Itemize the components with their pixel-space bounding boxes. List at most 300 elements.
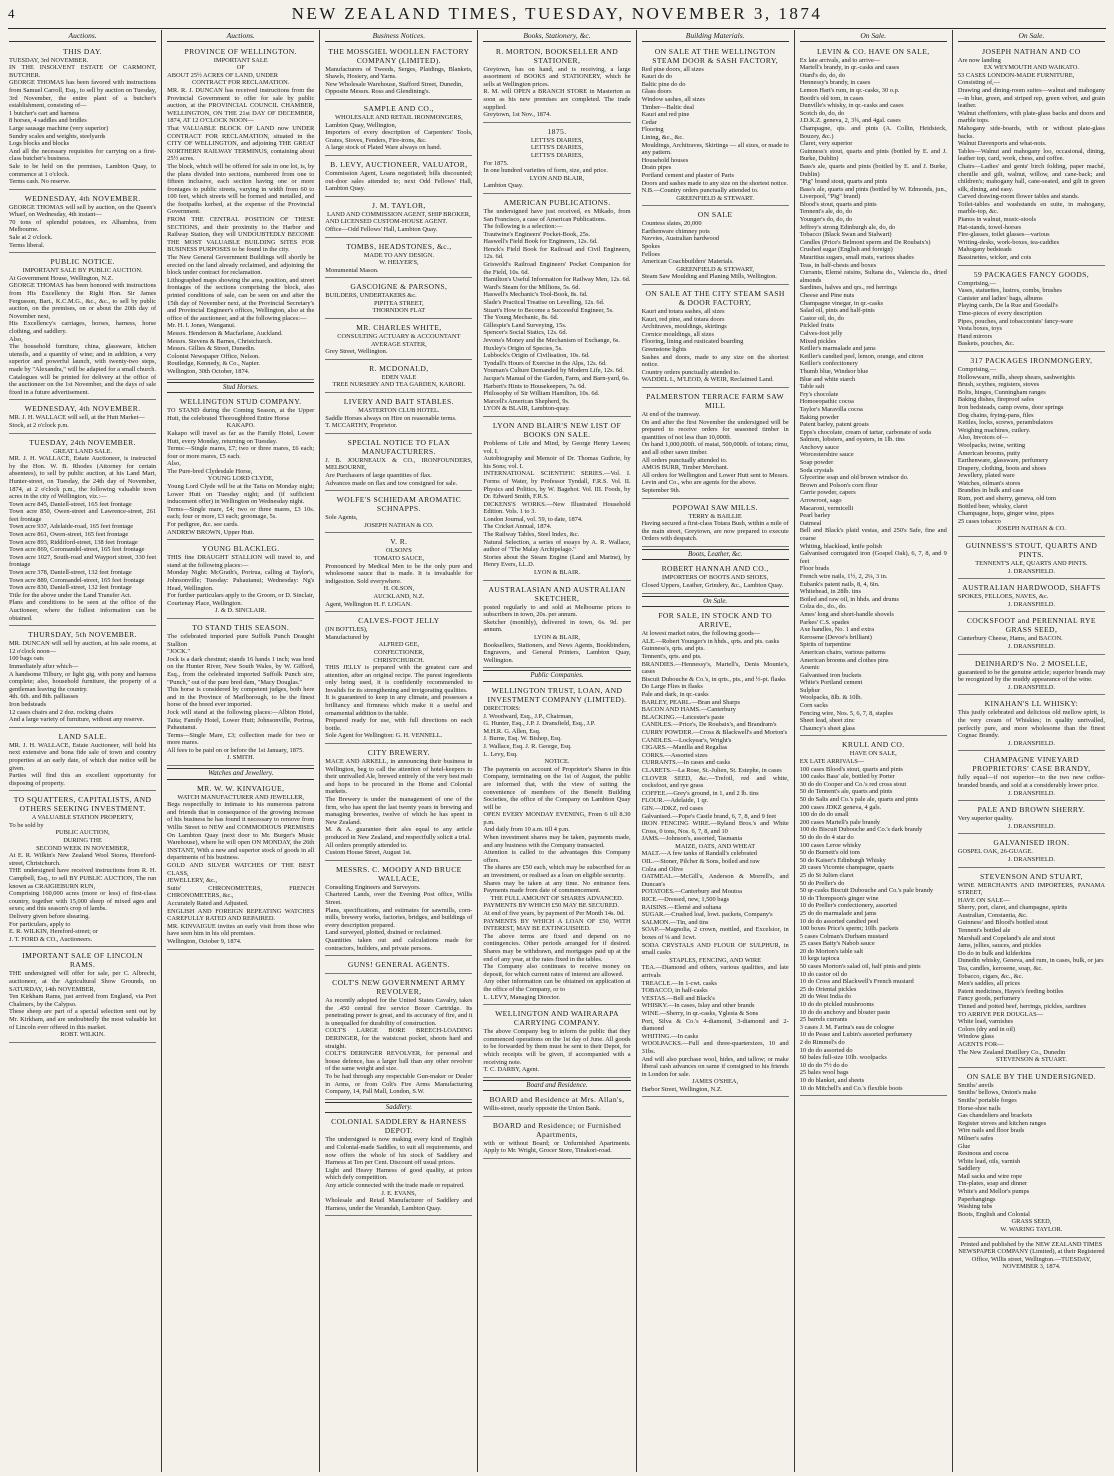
ad-line: BRANDIES.—Hennessy's, Martell's, Denis Mounie's, cases xyxy=(641,660,789,676)
advertisement xyxy=(9,255,156,400)
ad-line: Town acre 830, Daniell-street, 132 feet frontage xyxy=(9,584,132,592)
ad-line: R. M. will OPEN a BRANCH STORE in Masterton as soon as his new premises are completed. The trade supplied. xyxy=(483,88,631,111)
ad-line: 100 do do do small xyxy=(799,811,849,819)
ad-line: Title for the above under the Land Transfer Act. xyxy=(9,591,132,599)
ad-line: THORNDON FLAT xyxy=(372,307,426,315)
ad-line: 5 cases Colman's Durham mustard xyxy=(799,932,889,940)
ad-line: Youman's Culture Demanded by Modern Life, 12s. 6d. xyxy=(483,367,624,375)
ad-line: IRON FENCING WIRE.—Ryland Bros.'s and White Cross, 0 tons, Nos. 6, 7, 8, and 10 xyxy=(641,820,789,835)
ad-line: Terms—Single mare, £4; two or three mares, £3 10s. each; four or more, £3 each; groomage, 5s. xyxy=(167,505,315,521)
ad-line: Drain pipes xyxy=(641,164,672,172)
ad-line: Dog chains, frying-pans, files xyxy=(957,411,1034,419)
ad-line: Sundry scales and weights, steelyards xyxy=(9,132,106,140)
ad-line: Carved drawing-room flower tables and stands. xyxy=(957,193,1080,201)
ad-line: FLOUR.—Adelaide, 1 qr. xyxy=(641,797,709,805)
ad-line: Floor brads xyxy=(799,565,829,573)
ad-line: Problems of Life and Mind, by George Henry Lewes; vol. I. xyxy=(483,439,631,455)
ad-line: 4th. 6th. and 8th. palliasses xyxy=(9,693,79,701)
ad-line: Baltic pine do do xyxy=(641,80,686,88)
advertisement xyxy=(483,684,630,1005)
ad-line: Consulting Engineers and Surveyors. xyxy=(325,883,421,891)
ad-line: Jewellery, plated ware xyxy=(957,472,1015,480)
ad-heading: MESSRS. C. MOODY AND BRUCE WALLACE, xyxy=(335,864,462,883)
ad-line: Tyndall's Hours of Exercise in the Alps, 12s. 6d. xyxy=(483,359,607,367)
ad-line: Wellington, October 9, 1874. xyxy=(167,937,242,945)
ad-line: Whitehead, in 28lb. tins xyxy=(799,588,861,596)
ad-line: LYON AND BLAIR, xyxy=(529,174,585,182)
ad-line: Terms liberal. xyxy=(9,241,45,249)
ad-line: Iron bedsteads, camp ovens, door springs xyxy=(957,403,1064,411)
ad-line: Canister and ladies' bags, albums xyxy=(957,294,1043,302)
ad-heading: AUSTRALIAN HARDWOOD, SHAFTS xyxy=(962,583,1101,593)
ad-line: Champagne vinegar, in qr.-casks xyxy=(799,299,884,307)
advertisement xyxy=(9,949,156,1042)
ad-line: Suits' CHRONOMETERS, FRENCH CHRONOMETERS, &c., xyxy=(167,884,315,900)
ad-line: Plans, specifications, and estimates for sawmills, corn-mills, brewery works, factories, bridges, and buildings of every description prepared. xyxy=(325,906,473,929)
advertisement xyxy=(167,45,314,380)
ad-heading: CHAMPAGNE VINEYARD PROPRIETORS' CASE BRANDY, xyxy=(972,755,1091,774)
ad-line: Closed Uppers, Leather, Grindery, &c., Lambton Quay. xyxy=(641,582,784,590)
ad-line: Mouldings, Architraves, Skirtings — all sizes, or made to any pattern. xyxy=(641,141,789,157)
ad-line: Mahogany side-boards, with or without plate-glass backs. xyxy=(957,124,1105,140)
advertisement xyxy=(642,609,789,1097)
ad-line: Tobacco, cigars, &c., &c. xyxy=(957,972,1024,980)
ad-line: HAVE ON SALE, xyxy=(849,750,897,758)
ad-line: A large stock of Plated Ware always on hand. xyxy=(325,144,442,152)
ad-line: Crushed sugar (English and foreign) xyxy=(799,246,893,254)
ad-line: Large sausage machine (very superior) xyxy=(9,124,109,132)
ad-line: 100 casks Bass' ale, bottled by Porter xyxy=(799,773,895,781)
ad-line: 60 bales full-size 10lb. woolpacks xyxy=(799,1054,887,1062)
ad-heading: PALE AND BROWN SHERRY. xyxy=(977,805,1086,815)
ad-line: The above Company beg to inform the public that they commenced operations on the 1st day of June. All goods to be forwarded by them must be sent to their Depot, for which receipts will be given, if accompanied with a receiving note. xyxy=(483,1028,631,1066)
ad-line: And a large variety of furniture, without any reserve. xyxy=(9,716,145,724)
ad-line: Architraves, mouldings, skirtings xyxy=(641,323,727,331)
ad-line: J. DRANSFIELD. xyxy=(1007,789,1055,797)
advertisement xyxy=(9,730,156,792)
ad-line: Red pine doors, all sizes xyxy=(641,65,704,73)
ad-line: J. DRANSFIELD. xyxy=(1007,600,1055,608)
advertisement xyxy=(800,738,947,1096)
ad-line: TO STAND during the Coming Season, at the Upper Hutt, the celebrated Thoroughbred Entire Horse xyxy=(167,407,315,422)
ad-heading: JOSEPH NATHAN AND CO xyxy=(982,46,1081,56)
ad-line: 50 do Salts and Co.'s pale ale, quarts and pints xyxy=(799,796,919,803)
ad-line: 53 CASES LONDON-MADE FURNITURE, xyxy=(957,71,1075,79)
advertisement xyxy=(325,958,472,974)
ad-line: Pianos in walnut, music-stools xyxy=(957,216,1036,224)
ad-line: ALFRED GEE, xyxy=(378,641,420,649)
ad-line: Gas chandeliers and brackets xyxy=(957,1112,1033,1120)
ad-line: Glass doors xyxy=(641,88,672,96)
ad-line: Mixed pickles xyxy=(799,337,837,345)
advertisement xyxy=(325,535,472,612)
ad-line: Also, xyxy=(9,335,23,343)
advertisement xyxy=(483,583,630,669)
ad-line: WHOLESALE AND RETAIL IRONMONGERS, xyxy=(334,113,463,121)
ad-line: Comprising,— xyxy=(957,279,997,287)
ad-line: Axe handles, No. 1 and extra xyxy=(799,626,875,634)
ad-line: TREACLE.—In 1-cwt. casks xyxy=(641,979,717,987)
ad-line: MAIZE, OATS, AND WHEAT xyxy=(675,842,756,850)
ad-line: AUCKLAND, N.Z. xyxy=(373,592,425,600)
ad-line: J. DRANSFIELD. xyxy=(1007,567,1055,575)
ad-line: Timber—Baltic deal xyxy=(641,103,695,111)
ad-line: Catalogues will be printed for delivery at the office of the auctioneer on the 1st November, and the days of sale fixed in a future advertisement. xyxy=(9,373,157,396)
ad-line: The New Zealand Distillery Co., Dunedin xyxy=(957,1048,1066,1056)
ad-line: The block, which will be offered for sale in one lot, is, by the plans divided into sections, numbered from one to fifteen inclusive, each section having one or more frontages to public streets, varying in width from 60 to 100 feet, which streets will be formed and metalled, and the footpaths kerbed, at the expense of the Provincial Government. xyxy=(167,162,315,216)
ad-line: 50 do do do 4 star do xyxy=(799,833,854,841)
ad-line: Monday Night: McGrath's, Porirua, calling at Taylor's, Johnsonville; Tuesday: Pahautanui; Wednesday: Ng's Head, Wellington. xyxy=(167,569,315,592)
ad-line: Horse-shoe nails xyxy=(957,1104,1001,1112)
ad-line: LETTS'S DIARIES, xyxy=(530,136,584,144)
ad-line: Castor oil, do, do xyxy=(799,314,844,322)
advertisement xyxy=(483,1093,630,1117)
ad-line: Sole Agent for Wellington: G. H. VENNELL. xyxy=(325,732,443,740)
ad-line: CANDLES.—Price's, De Roubaix's, and Brandram's xyxy=(641,721,777,729)
ad-line: GRASS SEED, xyxy=(1011,1218,1052,1226)
ad-line: Candles (Price's Belmont sperm and De Roubaix's) xyxy=(799,238,931,246)
ad-line: Sale to be held on the premises, Lambton Quay, to commence at 1 o'clock. xyxy=(9,162,157,178)
ad-line: Eubank's patent nails, 8, 4, 6in. xyxy=(799,580,880,588)
page-number: 4 xyxy=(8,6,15,21)
ad-line: GREAT LAND SALE. xyxy=(53,447,113,455)
ad-line: J. DRANSFIELD. xyxy=(1007,855,1055,863)
ad-line: 25 bales wool bags xyxy=(799,1069,849,1077)
ad-line: Watches, oilman's stores xyxy=(957,479,1021,487)
ad-heading: CALVES-FOOT JELLY xyxy=(358,616,440,626)
ad-line: DICKENS'S WORKS.—New Illustrated Household Edition. Vols. 1 to 3. xyxy=(483,500,631,516)
ad-line: WADDEL L, M'LEOD, & WEIR, Reclaimed Land. xyxy=(641,376,774,384)
ad-heading: 317 PACKAGES IRONMONGERY, xyxy=(970,355,1093,365)
ad-line: WINE MERCHANTS AND IMPORTERS, PANAMA STREET, xyxy=(957,881,1105,897)
ad-line: GREENFIELD & STEWART, xyxy=(676,265,755,273)
ad-heading: R. MCDONALD, xyxy=(369,363,429,373)
ad-line: Carrie powder, capers xyxy=(799,489,856,497)
ad-line: 10 do do pickled mushrooms xyxy=(799,1001,874,1009)
advertisement xyxy=(325,395,472,434)
ad-line: Pale and dark, in qr.-casks xyxy=(641,691,709,698)
advertisement xyxy=(483,1119,630,1159)
ad-line: Begs respectfully to intimate to his numerous patrons and friends that in consequence of the growing increase of his business he has found it necessary to remove from Willis Street to NEW and COMMODIOUS PREMISES On Lambton Quay (next door to Mr. Burger's Music Warehouse), where he will open ON MONDAY, the 26th INSTANT, With a new and superior stock of goods in all departments of his business. xyxy=(167,801,315,862)
ad-line: Flooring, lining and rusticated boarding xyxy=(641,338,744,346)
ad-line: PUBLIC AUCTION, xyxy=(55,829,110,837)
ad-heading: COCKSFOOT and PERENNIAL RYE GRASS SEED, xyxy=(966,616,1096,635)
ad-line: Stories about the Steam Engine (Land and Marine), by Henry Evers, LL.D. xyxy=(483,553,631,569)
ad-line: Bassinettes, wicker, and cots xyxy=(957,254,1032,262)
ad-line: Woolpacks, 8lb. & 10lb. xyxy=(799,694,863,702)
ad-line: 100 do Biscuit Dubouche and Co.'s dark brandy xyxy=(799,826,923,834)
ad-line: At end of five years, by payment of Per Month 14s. 0d. xyxy=(483,910,625,917)
ad-line: THE FULL AMOUNT OF SHARES ADVANCED. xyxy=(490,894,624,902)
ad-line: MASTERTON CLUB HOTEL. xyxy=(358,407,440,415)
ad-line: Walnut cheffoniers, with plate-glass backs and doors and marble tops. xyxy=(957,109,1105,125)
ad-line: Chartered Lands, over the Evening Post office, Willis Street. xyxy=(325,891,473,906)
ad-heading: LIVERY AND BAIT STABLES. xyxy=(343,397,454,407)
ad-line: IMPORTANT SALE BY PUBLIC AUCTION. xyxy=(22,267,143,275)
ad-line: POTATOES.—Canterbury and Moutoa xyxy=(641,888,742,896)
column-7 xyxy=(952,30,1110,1472)
ad-line: Philosophy of Sir William Hamilton, 10s. 6d. xyxy=(483,390,600,398)
ad-line: IN THE INSOLVENT ESTATE OF CARMONT, BUTCHER. xyxy=(9,64,157,79)
ad-line: Lemon Hart's rum, in qr.-casks, 30 o.p. xyxy=(799,86,900,94)
ad-heading: ON SALE BY THE UNDERSIGNED. xyxy=(966,1071,1096,1081)
ad-line: Saddlery xyxy=(957,1165,981,1173)
ad-line: JEWELLERY, &c., xyxy=(167,877,218,885)
ad-line: Country orders punctually attended to. xyxy=(641,368,741,376)
ad-line: Keiller's marmalade and jams xyxy=(799,345,876,353)
ad-line: Resinous and cocoa xyxy=(957,1150,1009,1158)
ad-line: Teas, in half-chests and boxes xyxy=(799,261,877,269)
ad-line: Fancy goods, perfumery xyxy=(957,995,1021,1003)
ad-line: Harbert's Hints to Housekeepers, 7s. 6d. xyxy=(483,382,587,390)
ad-line: CONFECTIONER, xyxy=(373,648,424,656)
ad-line: DURING THE xyxy=(63,837,102,845)
ad-line: TOMATO SAUCE, xyxy=(373,554,425,562)
ad-line: COLT'S DERINGER REVOLVER, for personal and house defence, has a larger ball than any other revolver of the same weight and size. xyxy=(325,1050,473,1073)
ad-line: Also, Invoices of— xyxy=(957,434,1009,442)
ad-line: Marshall and Copeland's ale and stout xyxy=(957,934,1056,942)
ad-line: Mail sacks and wire rope xyxy=(957,1172,1023,1180)
ad-line: Immediately after which— xyxy=(9,662,79,670)
ad-line: The payments on account of Proprietor's Shares in this Company, terminating on the 1st of August, the public are informed that, with the view of suiting the convenience of members of the Benefit Building Societies, the office of the Company on Lambton Quay will be xyxy=(483,765,631,811)
advertisement xyxy=(325,746,472,861)
ad-line: 25 do Oriental pickles xyxy=(799,985,857,993)
ad-line: Glycerine soap and old brown windsor do. xyxy=(799,474,909,482)
printer-imprint: Printed and published by the NEW ZEALAND TIMES NEWSPAPER COMPANY (Limited), at their Registered Office, Willis street, Wellington.—TUESDAY, NOVEMBER 3, 1874. xyxy=(958,1240,1105,1271)
ad-line: BARLEY, PEARL.—Bran and Sharps xyxy=(641,698,740,706)
ad-line: T. C. DARBY, Agent. xyxy=(483,1066,540,1074)
ad-line: All orders for Wellington and Lower Hutt sent to Messrs. Levin and Co., who are agents for the above. xyxy=(641,471,789,487)
ad-line: Champagne, qts. and pints (A. Collin, Heidsieck, Bouzey, &c.) xyxy=(799,124,947,140)
ad-line: 50 do Kaiser's Edinburgh Whisky xyxy=(799,856,886,864)
ad-line: WATCH MANUFACTURER AND JEWELLER, xyxy=(177,793,305,801)
ad-line: Homoeopathic cocoa xyxy=(799,398,854,406)
ad-line: White's and Mellor's pumps xyxy=(957,1188,1030,1196)
ad-line: Baking powder xyxy=(799,413,839,421)
ad-line: A VALUABLE STATION PROPERTY, xyxy=(31,814,134,822)
ad-heading: B. LEVY, AUCTIONEER, VALUATOR, xyxy=(330,159,468,169)
ad-line: The household furniture, china, glassware, kitchen utensils, and a quantity of wine; and in addition, a very superior and powerful launch, with twenty-two steps, made by "Alexandra," will be adapted for a small church. xyxy=(9,343,157,373)
advertisement xyxy=(325,45,472,100)
ad-line: N.B.—Country orders punctually attended to. xyxy=(641,187,759,195)
ad-line: Milner's safes xyxy=(957,1134,994,1142)
ad-line: At Government House, Wellington, N.Z. xyxy=(9,274,114,282)
ad-line: Soda crystals xyxy=(799,466,834,474)
ad-line: Keiller's candied peel, lemon, orange, and citron xyxy=(799,352,924,360)
advertisement xyxy=(9,628,156,728)
ad-line: Salad oil, pints and half-pints xyxy=(799,307,875,315)
ad-line: American Coachbuilders' Materials. xyxy=(641,258,734,266)
ad-line: E. R. WILKIN, Hereford-street; or xyxy=(9,928,98,936)
ad-line: Harbor Street, Wellington, N.Z. xyxy=(641,1085,723,1093)
ad-line: ANDREW BROWN, Upper Hutt. xyxy=(167,528,255,536)
ad-heading: TOMBS, HEADSTONES, &c., xyxy=(346,241,452,251)
advertisement xyxy=(958,657,1105,696)
column-heading: On Sale. xyxy=(958,32,1105,42)
ad-line: MALT.—A few tanks of Randall's celebrated xyxy=(641,850,758,858)
ad-line: Manufactured by xyxy=(325,633,370,641)
ad-line: CLOVER SEED, &c.—Trefoil, red and white, cocksfoot, and rye grass xyxy=(641,774,789,790)
ad-heading: ROBERT HANNAH AND CO., xyxy=(661,564,769,574)
advertisement xyxy=(483,419,630,581)
ad-line: 20 do Morton's table salt xyxy=(799,947,863,955)
ad-line: Mr. H. I. Jones, Wanganui. xyxy=(167,322,236,330)
ad-line: TERRY & BAILLIE xyxy=(688,512,742,520)
ad-line: London Journal, vol. 59, to date, 1874. xyxy=(483,515,583,523)
ad-line: Greytown, 1st Nov., 1874. xyxy=(483,111,551,119)
ad-line: Hennessy's brandy, in cases xyxy=(799,79,871,87)
ad-line: 10 do Preller's confectionery, assorted xyxy=(799,902,897,910)
ad-heading: CITY BREWERY. xyxy=(367,748,430,758)
section-heading: Public Companies. xyxy=(483,670,630,682)
ad-line: The New General Government Buildings will shortly be erected on the land already reclaimed, and adjoining the block under contract for reclamation. xyxy=(167,254,315,277)
ad-line: 25 cases Batty's Nabob sauce xyxy=(799,940,875,948)
ad-line: September 9th. xyxy=(641,486,681,494)
advertisement xyxy=(167,782,314,950)
ad-line: Baskets, pouches, &c. xyxy=(957,340,1015,348)
ad-line: Navvies, Australian hardwood xyxy=(641,235,720,243)
column-heading: Business Notices. xyxy=(325,32,472,42)
ad-heading: TUESDAY, 24th NOVEMBER. xyxy=(29,437,136,447)
ad-line: Sheet lead, sheet zinc xyxy=(799,717,855,725)
advertisement xyxy=(958,836,1105,867)
ad-line: CLARETS.—La Rose, St.-Julien, St. Estephe, in cases xyxy=(641,766,782,774)
ad-line: EX WEYMOUTH AND WAIKATO. xyxy=(983,64,1079,72)
ad-line: Hand mirrors xyxy=(957,332,993,340)
ad-line: W. WARING TAYLOR. xyxy=(1000,1226,1063,1234)
advertisement xyxy=(325,493,472,533)
newspaper-title: NEW ZEALAND TIMES, TUESDAY, NOVEMBER 3, 1874 xyxy=(291,4,823,23)
ad-line: Haswell's Mechanic's Tool-Book, 8s. 6d. xyxy=(483,291,588,299)
ad-line: Port, Silva & Co.'s 4-diamond, 3-diamond and 2-diamond xyxy=(641,1017,789,1033)
ad-line: Canterbury Cheese, Hams, and BACON. xyxy=(957,635,1063,643)
ad-line: Haswell's Field Book for Engineers, 12s. 6d. xyxy=(483,238,598,246)
ad-line: Table salt xyxy=(799,383,825,391)
ad-line: Rum, port and sherry, geneva, old tom xyxy=(957,495,1056,503)
ad-line: Soap powder xyxy=(799,459,834,467)
ad-line: Fry's chocolate xyxy=(799,390,839,398)
ad-line: Sketcher (monthly), delivered in town, 6s. 9d. per annum. xyxy=(483,618,631,634)
ad-heading: ON SALE AT THE WELLINGTON STEAM DOOR & SASH FACTORY, xyxy=(652,46,779,65)
ad-line: BUILDERS, UNDERTAKERS &c. xyxy=(325,292,417,300)
ad-line: The undersigned have just received, ex Mikado, from San Francisco, a case of American Publications. xyxy=(483,207,631,223)
ad-line: Jock will stand at the following places:—Albion Hotel, Taita; Family Hotel, Lower Hutt; Johnsonville, Porirua, Pahautanui. xyxy=(167,708,315,732)
ad-line: Woolpacks, twine, writing xyxy=(957,441,1026,449)
ad-line: ROBT. WILKIN. xyxy=(60,1031,105,1039)
ad-line: M.H.R. G. Allen, Esq. xyxy=(483,727,541,735)
ad-line: Spencer's Social Statics, 12s. 6d. xyxy=(483,329,568,337)
ad-line: And will also purchase wool, hides, and tallow; or make liberal cash advances on same if consigned to his friends in London for sale. xyxy=(641,1055,789,1078)
ad-line: Bass's ale, quarts and pints (bottled by W. Edmonds, jun., Liverpool, "Pig" brand) xyxy=(799,185,947,201)
advertisement xyxy=(958,45,1105,266)
advertisement xyxy=(483,45,630,123)
ad-line: ABOUT 25½ ACRES OF LAND, UNDER xyxy=(167,71,278,79)
ad-line: Kerosene (Devoe's brilliant) xyxy=(799,633,872,641)
ad-line: Messrs. Stevens & Barnes, Christchurch. xyxy=(167,337,273,345)
ad-line: 20 cases Vicomte champagne, quarts xyxy=(799,864,894,872)
ad-line: Thumb blue, Windsor blue xyxy=(799,367,869,375)
ad-line: Manufacturers of Tweeds, Serges, Plaidings, Blankets, Shawls, Hosiery, and Yarns. xyxy=(325,65,473,81)
column-5 xyxy=(636,30,794,1472)
ad-line: Toilet-tables and washstands en suite, in mahogany, marble-top, &c. xyxy=(957,200,1105,216)
ad-line: 70 tons of splendid potatoes, ex Alhambra, from Melbourne. xyxy=(9,218,157,234)
ad-heading: WOLFE'S SCHIEDAM AROMATIC SCHNAPPS. xyxy=(336,495,462,514)
ad-line: 200 cases JDKZ geneva, 4 gals. xyxy=(799,803,882,811)
ad-line: LYON & BLAIR. xyxy=(533,569,581,577)
ad-line: Time-pieces of every description xyxy=(957,310,1042,317)
ad-line: STAPLES, FENCING, AND WIRE xyxy=(669,956,762,964)
ad-line: For particulars, apply to xyxy=(9,920,71,928)
ad-line: Ward's Steam for the Millions, 5s. 6d. xyxy=(483,283,581,291)
ad-line: Bell and Black's plaid vestas, and 250's Safe, fine and coarse xyxy=(799,527,947,542)
ad-line: Dunedin whisky, Geneva, and rum, in cases, bulk, or jars xyxy=(957,957,1104,965)
ad-line: 10 do castor oil do xyxy=(799,970,848,978)
ad-heading: WELLINGTON TRUST, LOAN, AND INVESTMENT COMPANY (LIMITED). xyxy=(487,685,627,704)
ad-line: Calves-foot jelly xyxy=(799,329,843,337)
ad-line: That VALUABLE BLOCK OF LAND now UNDER CONTRACT FOR RECLAMATION, situated in the CITY OF WELLINGTON, and adjoining THE GREAT NORTHERN RAILWAY TERMINUS, containing about 25½ acres. xyxy=(167,124,315,163)
ad-line: Booth's old tom, in cases xyxy=(799,94,864,102)
ad-line: Arrowroot, sago xyxy=(799,497,842,505)
ad-line: JOSEPH NATHAN & CO. xyxy=(996,525,1067,533)
ad-line: Huxley's Origin of Species, 5s. xyxy=(483,344,563,352)
advertisement xyxy=(325,1115,472,1216)
ad-line: OF xyxy=(236,64,245,72)
ad-line: Natural Selection, a series of essays by A. R. Wallace, author of "The Malay Archipelago." xyxy=(483,538,631,554)
ad-line: Tennent's, qrts. and pts. xyxy=(641,653,702,661)
ad-heading: IMPORTANT SALE OF LINCOLN RAMS. xyxy=(22,951,143,970)
advertisement xyxy=(958,268,1105,352)
ad-line: For pedigree, &c. see cards. xyxy=(167,521,239,529)
ad-line: PIPITEA STREET, xyxy=(374,299,424,307)
ad-line: Wholesale and Retail Manufacturer of Saddlery and Harness, under the Verandah, Lambton Quay. xyxy=(325,1197,473,1212)
ad-line: The celebrated imported pure Suffolk Punch Draught Stallion xyxy=(167,632,315,648)
ad-line: Quantities taken out and calculations made for contractors, builders, and private persons. xyxy=(325,936,473,952)
advertisement xyxy=(642,562,789,593)
ad-line: Doors and sashes made to any size on the shortest notice. xyxy=(641,179,788,187)
ad-line: PAYMENTS BY WHICH A LOAN OF £50, WITH INTEREST, MAY BE EXTINGUISHED. xyxy=(483,917,631,933)
ad-line: ALE.—Robert Younger's in hhds., qrts. and pts. casks xyxy=(641,637,780,645)
ad-line: Comprising,— xyxy=(957,365,997,373)
ad-line: 50 do Burnett's old tom xyxy=(799,849,860,857)
ad-line: Terms:—Single mares, £7; two or three mares, £6 each; four or more mares, £5 each. xyxy=(167,445,315,460)
ad-line: Also, xyxy=(167,460,181,468)
ad-line: LAND AND COMMISSION AGENT, SHIP BROKER, xyxy=(327,210,471,218)
ad-line: RAISINS.—Elemé and sultana xyxy=(641,903,722,911)
ad-line: Younger's do, do, do xyxy=(799,216,853,224)
ad-line: LETTS'S DIARIES, xyxy=(530,151,584,159)
ad-line: J.D.K.Z. geneva, 2, 3¾, and 4gal. cases xyxy=(799,117,901,125)
ad-line: Household houses xyxy=(641,156,689,164)
ad-line: H. OLSON, xyxy=(383,585,415,593)
ad-line: J. DRANSFIELD. xyxy=(1007,683,1055,691)
ad-line: Glue xyxy=(957,1142,971,1150)
ad-line: Colors (dry and in oil) xyxy=(957,1025,1015,1033)
ad-heading: STEVENSON AND STUART, xyxy=(979,871,1083,881)
ad-line: SUGAR.—Crushed loaf, lowt. packets, Company's xyxy=(641,911,773,919)
ad-heading: BOARD and Residence at Mrs. Allan's, xyxy=(489,1095,625,1105)
ad-line: TEA.—Diamond and others, various qualities, and late arrivals xyxy=(641,964,789,979)
ad-line: Window glass xyxy=(957,1033,994,1041)
ad-heading: WELLINGTON STUD COMPANY. xyxy=(179,397,302,407)
ad-line: Plans and conditions to be seen at the office of the Auctioneer, where the fullest information can be obtained. xyxy=(9,599,157,622)
ad-line: Lithographed maps showing the area, position, and street frontages of the sections comprising the block, also printed conditions of sale, can be seen on and after the 15th day of November next, at the Provincial Secretary's and Provincial Engineer's offices, Wellington, also at the office of the auctioneer, and at the following places:— xyxy=(167,276,315,322)
ad-line: Washing tubs xyxy=(957,1203,993,1211)
advertisement xyxy=(958,1070,1105,1238)
ad-line: DIRECTORS: xyxy=(483,704,521,712)
ad-line: Colza and Olive xyxy=(641,865,684,873)
ad-line: His Excellency's carriages, horses, harness, horse clothing, and saddlery. xyxy=(9,320,157,335)
ad-line: Taylor's Maravilla cocoa xyxy=(799,405,863,413)
